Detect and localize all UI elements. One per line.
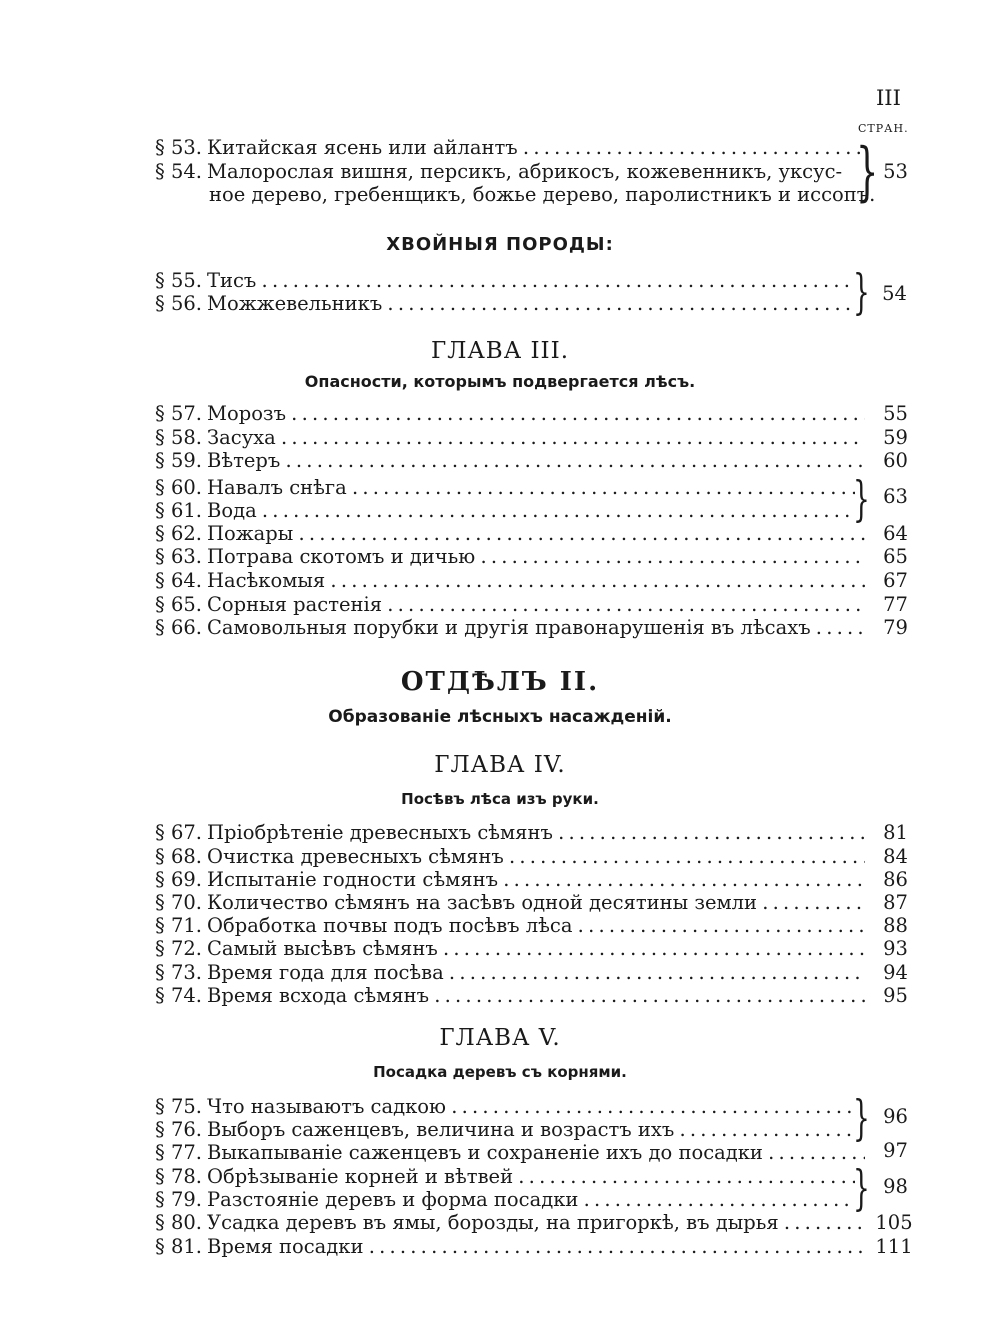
toc-entry-56: § 56. Можжевельникъ . . . — [155, 293, 855, 315]
toc-entry-60: § 60. Навалъ снѣга . . . — [155, 477, 855, 499]
brace: } — [853, 264, 870, 320]
page-ref: 77 — [883, 593, 908, 616]
page-ref: 88 — [883, 914, 908, 937]
toc-entry-70: § 70. Количество сѣмянъ на засѣвъ одной десятины земли . . . — [155, 892, 865, 914]
toc-entry-74: § 74. Время всхода сѣмянъ . . . — [155, 985, 865, 1007]
toc-entry-67: § 67. Пріобрѣтеніе древесныхъ сѣмянъ . . . — [155, 822, 865, 844]
toc-entry-58: § 58. Засуха . . . — [155, 427, 865, 449]
brace: } — [853, 1160, 870, 1216]
toc-entry-61: § 61. Вода . . . — [155, 500, 855, 522]
toc-entry-69: § 69. Испытаніе годности сѣмянъ . . . — [155, 869, 865, 891]
toc-entry-59: § 59. Вѣтеръ . . . — [155, 450, 865, 472]
page-ref: 67 — [883, 569, 908, 592]
page-ref: 96 — [883, 1105, 908, 1128]
toc-entry-65: § 65. Сорныя растенія . . . — [155, 594, 865, 616]
toc-entry-73: § 73. Время года для посѣва . . . — [155, 962, 865, 984]
toc-entry-76: § 76. Выборъ саженцевъ, величина и возрастъ ихъ . . . — [155, 1119, 855, 1141]
page-ref: 105 — [875, 1211, 913, 1234]
page-column-label: СТРАН. — [858, 122, 909, 135]
page-ref: 94 — [883, 961, 908, 984]
chapter-subtitle-3: Опасности, которымъ подвергается лѣсъ. — [304, 372, 696, 391]
page-ref: 111 — [875, 1235, 913, 1258]
toc-entry-81: § 81. Время посадки . . . — [155, 1236, 865, 1258]
toc-entry-54-continuation: ное дерево, гребенщикъ, божье дерево, паролистникъ и иссопъ. — [209, 183, 876, 206]
page-ref: 86 — [883, 868, 908, 891]
toc-entry-79: § 79. Разстояніе деревъ и форма посадки . . . — [155, 1189, 855, 1211]
toc-entry-71: § 71. Обработка почвы подъ посѣвъ лѣса . . . — [155, 915, 865, 937]
page-ref: 59 — [883, 426, 908, 449]
chapter-heading-5: ГЛАВА V. — [439, 1025, 561, 1051]
chapter-subtitle-4: Посѣвъ лѣса изъ руки. — [401, 790, 599, 808]
toc-entry-62: § 62. Пожары . . . — [155, 523, 865, 545]
brace: } — [853, 1090, 870, 1146]
chapter-heading-3: ГЛАВА III. — [430, 338, 570, 364]
toc-entry-55: § 55. Тисъ . . . — [155, 270, 855, 292]
toc-entry-57: § 57. Морозъ . . . — [155, 403, 865, 425]
page-ref: 81 — [883, 821, 908, 844]
chapter-heading-4: ГЛАВА IV. — [434, 752, 566, 778]
page-ref: 79 — [883, 616, 908, 639]
toc-entry-63: § 63. Потрава скотомъ и дичью . . . — [155, 546, 865, 568]
toc-entry-53: § 53. Китайская ясень или айлантъ . . . — [155, 137, 865, 159]
toc-entry-75: § 75. Что называютъ садкою . . . — [155, 1096, 855, 1118]
page-ref: 93 — [883, 937, 908, 960]
brace: } — [853, 471, 870, 527]
toc-entry-64: § 64. Насѣкомыя . . . — [155, 570, 865, 592]
toc-entry-54: § 54. Малорослая вишня, персикъ, абрикосъ, кожевенникъ, уксус- — [155, 161, 843, 183]
section-heading-conifers: ХВОЙНЫЯ ПОРОДЫ: — [386, 234, 614, 255]
page-ref: 65 — [883, 545, 908, 568]
toc-entry-77: § 77. Выкапываніе саженцевъ и сохраненіе ихъ до посадки . . . — [155, 1142, 865, 1164]
page-ref: 60 — [883, 449, 908, 472]
page-ref: 63 — [883, 485, 908, 508]
toc-entry-78: § 78. Обрѣзываніе корней и вѣтвей . . . — [155, 1166, 855, 1188]
page-ref: 98 — [883, 1175, 908, 1198]
department-heading-2: ОТДѢЛЪ II. — [400, 667, 600, 697]
toc-entry-72: § 72. Самый высѣвъ сѣмянъ . . . — [155, 938, 865, 960]
toc-entry-80: § 80. Усадка деревъ въ ямы, борозды, на пригоркѣ, въ дырья . . . — [155, 1212, 865, 1234]
chapter-subtitle-5: Посадка деревъ съ корнями. — [373, 1063, 627, 1081]
department-subtitle-2: Образованіе лѣсныхъ насажденій. — [328, 707, 672, 727]
brace: } — [856, 135, 879, 209]
page-ref: 53 — [883, 160, 908, 183]
toc-entry-68: § 68. Очистка древесныхъ сѣмянъ . . . — [155, 846, 865, 868]
page-ref: 97 — [883, 1139, 908, 1162]
page-ref: 55 — [883, 402, 908, 425]
page-ref: 87 — [883, 891, 908, 914]
page-ref: 95 — [883, 984, 908, 1007]
toc-entry-66: § 66. Самовольныя порубки и другія правонарушенія въ лѣсахъ . . . — [155, 617, 865, 639]
page-number: III — [876, 86, 901, 110]
page-ref: 84 — [883, 845, 908, 868]
page-ref: 54 — [882, 282, 907, 305]
page-ref: 64 — [883, 522, 908, 545]
